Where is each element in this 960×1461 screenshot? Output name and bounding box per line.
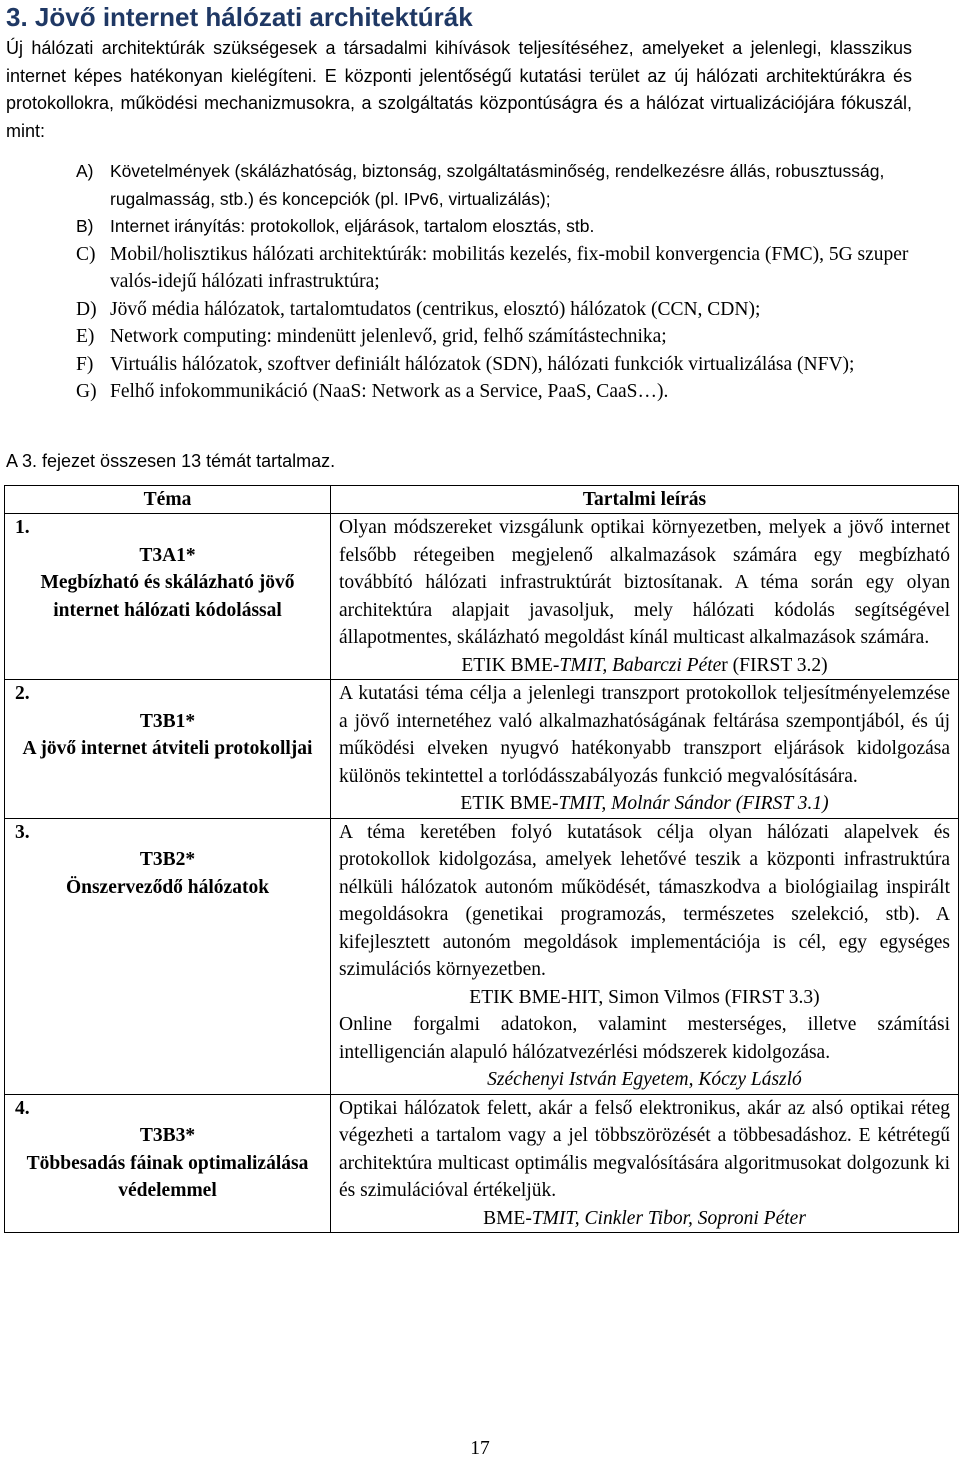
table-row bbox=[5, 1094, 959, 1233]
table-row bbox=[5, 680, 959, 819]
description-cell bbox=[331, 818, 959, 1094]
topic-credit: Széchenyi István Egyetem, Kóczy László bbox=[487, 1069, 802, 1090]
topic-description: A téma keretében folyó kutatások célja olyan hálózati alapelvek és protokollok kidolgozása, amelyek lehetővé teszik a központi infrastruktúra nélküli hálózatok autonóm működését, támaszkodva a biológiailag inspirált megoldásokra (genetikai programozás, természetes szelekció, stb). A kifejlesztett autonóm megoldások implementációja is cél, egy egységes szimulációs környezetben. bbox=[339, 821, 950, 980]
intro-paragraph: Új hálózati architektúrák szükségesek a társadalmi kihívások teljesítéséhez, amelyeket a jelenlegi, klasszikus internet képes hatékonyan kielégíteni. E központi jelentőségű kutatási terület az új hálózati architektúrákra és protokollokra, működési mechanizmusokra, a szolgáltatás központúságra és a hálózat virtualizációjára fókuszál, mint: bbox=[6, 38, 912, 141]
topic-cell bbox=[5, 1094, 331, 1233]
column-header-topic: Téma bbox=[5, 486, 331, 514]
topics-table bbox=[4, 485, 959, 1233]
topic-credit: ETIK BME-TMIT, Babarczi Péter (FIRST 3.2) bbox=[461, 654, 828, 676]
topic-title: A jövő internet átviteli protokolljai bbox=[22, 738, 313, 759]
section-heading: 3. Jövő internet hálózati architektúrák bbox=[6, 2, 473, 32]
topic-number: 4. bbox=[15, 1097, 30, 1119]
topic-description: Optikai hálózatok felett, akár a felső elektronikus, akár az alsó optikai réteg végezheti a tartalom vagy a jel többszörözését a többesadáshoz. E kétrétegű architektúra multicast optimális megvalósítására algoritmusokat dolgozunk ki és szimulációval értékeljük. bbox=[339, 1097, 950, 1201]
table-row bbox=[5, 818, 959, 1094]
topic-credit: ETIK BME-HIT, Simon Vilmos (FIRST 3.3) bbox=[469, 986, 820, 1008]
topic-code: T3A1* bbox=[139, 544, 196, 566]
topic-cell bbox=[5, 680, 331, 819]
topic-number: 3. bbox=[15, 821, 30, 843]
requirements-list bbox=[76, 158, 936, 406]
description-cell bbox=[331, 1094, 959, 1233]
topic-title: Megbízható és skálázható jövő internet hálózati kódolással bbox=[40, 572, 295, 621]
description-cell bbox=[331, 514, 959, 680]
topic-description: A kutatási téma célja a jelenlegi transzport protokollok teljesítményelemzése a jövő internetéhez való alkalmazhatóságának feltárása szempontjából, és új működési elveken nyugvó hatékonyabb transzport eljárások kidolgozása különös tekintettel a torlódásszabályozás funkció megvalósítására. bbox=[339, 683, 950, 787]
topic-credit: BME-TMIT, Cinkler Tibor, Soproni Péter bbox=[483, 1207, 806, 1229]
topic-number: 2. bbox=[15, 683, 30, 704]
list-item: B) Internet irányítás: protokollok, eljárások, tartalom elosztás, stb. bbox=[76, 216, 595, 236]
topic-title: Többesadás fáinak optimalizálása védelemmel bbox=[26, 1152, 309, 1201]
description-cell bbox=[331, 680, 959, 819]
chapter-summary: A 3. fejezet összesen 13 témát tartalmaz. bbox=[6, 451, 336, 471]
list-item: C) Mobil/holisztikus hálózati architektúrák: mobilitás kezelés, fix-mobil konvergencia (FMC), 5G szuper valós-idejű hálózati infrastruktúra; bbox=[76, 243, 909, 292]
topic-code: T3B1* bbox=[139, 710, 196, 732]
list-item: D) Jövő média hálózatok, tartalomtudatos (centrikus, elosztó) hálózatok (CCN, CDN); bbox=[76, 298, 761, 320]
page-number: 17 bbox=[470, 1438, 490, 1459]
topic-code: T3B2* bbox=[139, 849, 196, 870]
topic-credit: ETIK BME-TMIT, Molnár Sándor (FIRST 3.1) bbox=[460, 793, 829, 814]
list-item: A) Követelmények (skálázhatóság, biztonság, szolgáltatásminőség, rendelkezésre állás, robusztusság, rugalmasság, stb.) és koncepciók (pl. IPv6, virtualizálás); bbox=[76, 161, 885, 209]
table-header-row bbox=[5, 486, 959, 514]
column-header-description: Tartalmi leírás bbox=[331, 486, 959, 514]
topic-cell bbox=[5, 514, 331, 680]
list-item: E) Network computing: mindenütt jelenlevő, grid, felhő számítástechnika; bbox=[76, 326, 667, 347]
list-item: G) Felhő infokommunikáció (NaaS: Network as a Service, PaaS, CaaS…). bbox=[76, 381, 669, 402]
topic-description: Olyan módszereket vizsgálunk optikai környezetben, melyek a jövő internet felsőbb rétegeiben megjelenő alkalmazások számára egy megbízható továbbító hálózati infrastruktúrát biztosítanak. A téma során egy olyan architektúra alapjait javasoljuk, mely hálózati kódolás segítségével állapotmentes, skálázható megoldást kínál multicast alkalmazások számára. bbox=[339, 517, 950, 648]
topic-description: Online forgalmi adatokon, valamint mesterséges, illetve számítási intelligencián alapuló hálózatvezérlési módszerek kidolgozása. bbox=[339, 1014, 950, 1063]
topic-cell bbox=[5, 818, 331, 1094]
topic-number: 1. bbox=[15, 517, 30, 538]
topic-title: Önszerveződő hálózatok bbox=[65, 876, 270, 898]
list-item: F) Virtuális hálózatok, szoftver definiált hálózatok (SDN), hálózati funkciók virtualizálása (NFV); bbox=[76, 353, 855, 375]
topic-code: T3B3* bbox=[139, 1125, 196, 1146]
table-row bbox=[5, 514, 959, 680]
